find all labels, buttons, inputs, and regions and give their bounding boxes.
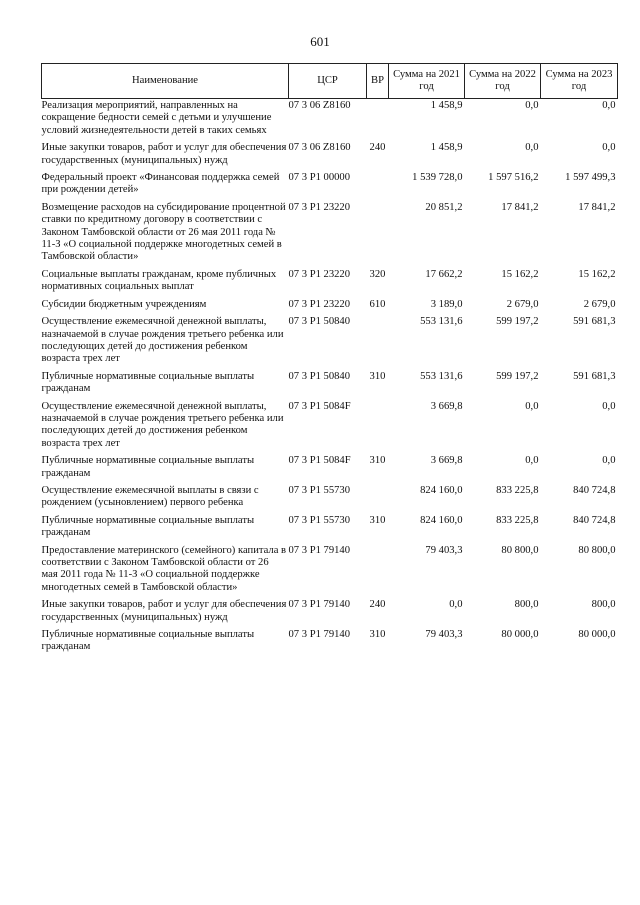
table-row — [42, 515, 618, 545]
cell-name: Публичные нормативные социальные выплаты гражданам — [41, 455, 255, 479]
table-row — [42, 202, 618, 269]
cell-vr: 240 — [369, 142, 386, 154]
cell-sum-2023: 1 597 499,3 — [565, 172, 616, 184]
cell-sum-2021: 0,0 — [449, 599, 463, 611]
cell-sum-2023: 17 841,2 — [578, 201, 616, 213]
cell-vr — [367, 202, 389, 269]
cell-csr: 07 3 P1 23220 — [288, 298, 351, 310]
cell-vr: 320 — [369, 268, 386, 280]
table-row — [42, 99, 618, 143]
table-row — [42, 172, 618, 202]
cell-vr: 310 — [369, 514, 386, 526]
cell-sum-2023: 840 724,8 — [573, 484, 616, 496]
cell-name: Публичные нормативные социальные выплаты гражданам — [41, 370, 255, 395]
cell-name: Субсидии бюджетным учреждениям — [41, 298, 207, 310]
cell-csr: 07 3 P1 79140 — [288, 599, 351, 611]
cell-sum-2023: 80 000,0 — [578, 629, 616, 641]
table-row — [42, 401, 618, 456]
cell-vr — [367, 545, 389, 600]
cell-sum-2023: 15 162,2 — [578, 268, 616, 280]
cell-vr — [367, 172, 389, 202]
table-row — [42, 455, 618, 485]
cell-csr: 07 3 06 Z8160 — [288, 100, 351, 111]
cell-sum-2022: 80 000,0 — [501, 629, 539, 641]
cell-sum-2022: 599 197,2 — [496, 370, 539, 382]
cell-sum-2022: 0,0 — [525, 142, 539, 154]
cell-sum-2022: 599 197,2 — [496, 316, 539, 328]
budget-table-container — [41, 63, 617, 659]
table-row — [42, 629, 618, 659]
cell-name: Иные закупки товаров, работ и услуг для обеспечения государственных (муниципальных) нужд — [41, 599, 287, 623]
cell-csr: 07 3 P1 79140 — [288, 544, 351, 556]
cell-sum-2023: 0,0 — [602, 455, 616, 467]
table-row — [42, 316, 618, 371]
cell-sum-2022: 15 162,2 — [501, 268, 539, 280]
cell-vr — [367, 316, 389, 371]
cell-sum-2023: 591 681,3 — [573, 370, 616, 382]
cell-sum-2021: 824 160,0 — [420, 484, 463, 496]
cell-sum-2022: 17 841,2 — [501, 201, 539, 213]
cell-vr — [367, 99, 389, 143]
cell-name: Осуществление ежемесячной выплаты в связи с рождением (усыновлением) первого ребенка — [41, 484, 259, 509]
cell-csr: 07 3 P1 55730 — [288, 484, 351, 496]
cell-name: Осуществление ежемесячной денежной выплаты, назначаемой в случае рождения третьего ребенка или последующих детей до достижения ребенком возраста трех лет — [41, 316, 284, 365]
cell-sum-2021: 553 131,6 — [420, 316, 463, 328]
cell-sum-2022: 2 679,0 — [506, 298, 539, 310]
table-row — [42, 545, 618, 600]
table-row — [42, 485, 618, 515]
header-sum-2023: Сумма на 2023 год — [541, 64, 618, 99]
cell-sum-2022: 0,0 — [525, 455, 539, 467]
cell-sum-2022: 0,0 — [525, 400, 539, 412]
cell-csr: 07 3 P1 23220 — [288, 201, 351, 213]
cell-sum-2021: 3 669,8 — [430, 400, 463, 412]
cell-vr: 240 — [369, 599, 386, 611]
cell-name: Реализация мероприятий, направленных на сокращение бедности семей с детьми и улучшение условий жизнедеятельности детей в таких семьях — [41, 100, 272, 136]
cell-csr: 07 3 P1 5084F — [288, 455, 351, 467]
cell-sum-2023: 2 679,0 — [583, 298, 616, 310]
table-row — [42, 599, 618, 629]
cell-sum-2021: 79 403,3 — [425, 629, 463, 641]
cell-csr: 07 3 P1 00000 — [288, 172, 351, 184]
cell-sum-2023: 0,0 — [602, 142, 616, 154]
cell-sum-2021: 553 131,6 — [420, 370, 463, 382]
cell-sum-2022: 833 225,8 — [496, 484, 539, 496]
cell-sum-2022: 833 225,8 — [496, 514, 539, 526]
budget-table — [41, 63, 618, 659]
cell-csr: 07 3 P1 79140 — [288, 629, 351, 641]
cell-vr — [367, 485, 389, 515]
cell-name: Социальные выплаты гражданам, кроме публичных нормативных социальных выплат — [41, 268, 277, 293]
table-body — [42, 99, 618, 659]
cell-sum-2021: 3 189,0 — [430, 298, 463, 310]
cell-sum-2022: 1 597 516,2 — [488, 172, 539, 184]
header-sum-2022: Сумма на 2022 год — [465, 64, 541, 99]
table-header-row — [42, 64, 618, 99]
cell-sum-2023: 80 800,0 — [578, 544, 616, 556]
cell-sum-2023: 0,0 — [602, 100, 616, 111]
cell-sum-2021: 17 662,2 — [425, 268, 463, 280]
cell-sum-2023: 591 681,3 — [573, 316, 616, 328]
cell-sum-2023: 840 724,8 — [573, 514, 616, 526]
cell-name: Предоставление материнского (семейного) капитала в соответствии с Законом Тамбовской области от 26 мая 2011 года № 11-З «О социальной поддержке многодетных семей в Тамбовской области» — [41, 544, 287, 593]
cell-csr: 07 3 P1 5084F — [288, 400, 351, 412]
header-sum-2021: Сумма на 2021 год — [389, 64, 465, 99]
cell-sum-2021: 20 851,2 — [425, 201, 463, 213]
cell-name: Публичные нормативные социальные выплаты гражданам — [41, 514, 255, 539]
table-row — [42, 142, 618, 172]
cell-csr: 07 3 P1 50840 — [288, 316, 351, 328]
cell-name: Публичные нормативные социальные выплаты гражданам — [41, 629, 255, 653]
cell-vr: 310 — [369, 629, 386, 641]
cell-sum-2023: 0,0 — [602, 400, 616, 412]
cell-name: Иные закупки товаров, работ и услуг для обеспечения государственных (муниципальных) нужд — [41, 142, 287, 166]
cell-csr: 07 3 P1 23220 — [288, 268, 351, 280]
cell-sum-2023: 800,0 — [591, 599, 616, 611]
cell-sum-2021: 1 458,9 — [430, 100, 463, 111]
cell-name: Осуществление ежемесячной денежной выплаты, назначаемой в случае рождения третьего ребенка или последующих детей до достижения ребенком возраста трех лет — [41, 400, 284, 449]
cell-sum-2021: 1 539 728,0 — [412, 172, 463, 184]
cell-name: Федеральный проект «Финансовая поддержка семей при рождении детей» — [41, 172, 280, 196]
cell-csr: 07 3 06 Z8160 — [288, 142, 351, 154]
cell-name: Возмещение расходов на субсидирование процентной ставки по кредитному договору в соответствии с Законом Тамбовской области от 26 мая 2011 года № 11-З «О социальной поддержке многодетных семей в Тамбовской области» — [41, 201, 286, 263]
cell-sum-2022: 800,0 — [514, 599, 539, 611]
cell-csr: 07 3 P1 50840 — [288, 370, 351, 382]
cell-vr: 610 — [369, 298, 386, 310]
cell-vr: 310 — [369, 455, 386, 467]
cell-csr: 07 3 P1 55730 — [288, 514, 351, 526]
header-name: Наименование — [42, 64, 289, 99]
cell-sum-2021: 1 458,9 — [430, 142, 463, 154]
cell-sum-2021: 79 403,3 — [425, 544, 463, 556]
table-row — [42, 269, 618, 299]
cell-sum-2021: 824 160,0 — [420, 514, 463, 526]
table-row — [42, 371, 618, 401]
page-number: 601 — [310, 34, 330, 49]
table-row — [42, 299, 618, 316]
cell-vr: 310 — [369, 370, 386, 382]
header-vr: ВР — [367, 64, 389, 99]
cell-sum-2022: 0,0 — [525, 100, 539, 111]
cell-sum-2021: 3 669,8 — [430, 455, 463, 467]
cell-sum-2022: 80 800,0 — [501, 544, 539, 556]
cell-vr — [367, 401, 389, 456]
header-csr: ЦСР — [289, 64, 367, 99]
